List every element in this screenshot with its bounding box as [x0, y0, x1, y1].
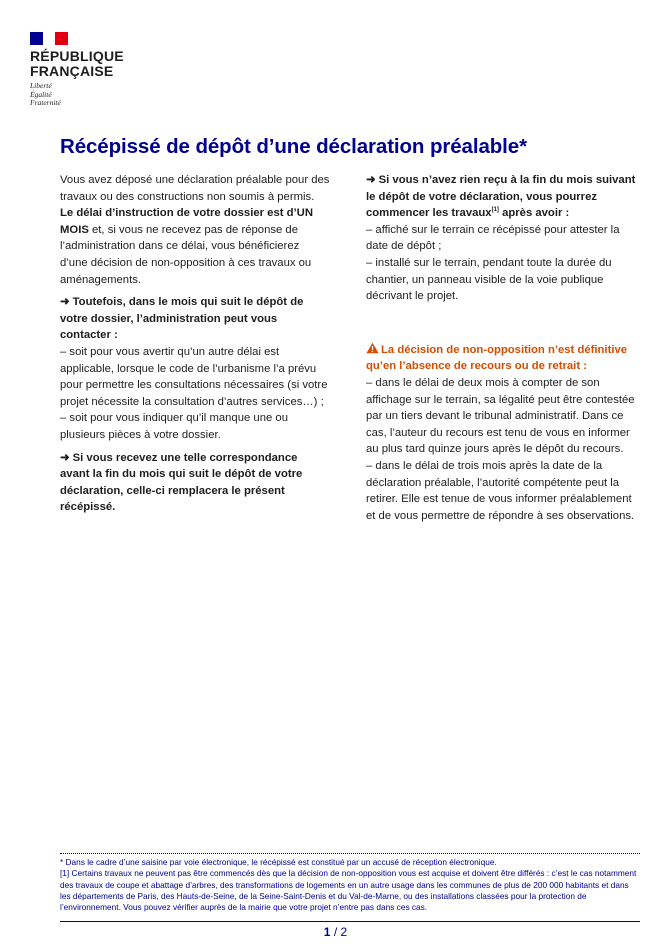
- footer-divider: [60, 921, 640, 922]
- contact-item-1: – soit pour vous avertir qu’un autre délai est applicable, lorsque le code de l’urbanisme l’a prévu pour permettre les consultations nécessaires (si votre projet nécessite la consultation d’autres services…) ;: [60, 345, 328, 408]
- warning-paragraph: [366, 342, 636, 525]
- republic-line-1: RÉPUBLIQUE: [30, 48, 124, 64]
- document-title: Récépissé de dépôt d’une déclaration préalable*: [60, 135, 527, 158]
- french-flag-icon: [30, 32, 68, 45]
- republic-line-2: FRANÇAISE: [30, 63, 114, 79]
- warning-item-2: – dans le délai de trois mois après la date de la déclaration préalable, l’autorité compétente peut la retirer. Elle est tenue de vous informer préalablement et de vous permettre de répondre à ses observations.: [366, 459, 635, 522]
- left-column: [60, 172, 330, 522]
- arrow-right-icon: ➜: [60, 296, 70, 309]
- warning-item-1: – dans le délai de deux mois à compter de son affichage sur le terrain, sa légalité peut être contestée par un tiers devant le tribunal administratif. Dans ce cas, l’auteur du recours est tenu de vous en informer au plus tard quinze jours après le dépôt du recours.: [366, 376, 635, 456]
- page-number: 1 / 2: [323, 925, 348, 939]
- republic-name: [30, 49, 124, 79]
- contact-item-2: – soit pour vous indiquer qu’il manque une ou plusieurs pièces à votre dossier.: [60, 412, 288, 441]
- correspondence-paragraph: ➜ Si vous recevez une telle correspondance avant la fin du mois qui suit le dépôt de votre déclaration, celle-ci remplacera le présent récépissé.: [60, 451, 303, 514]
- motto-egalite: Égalité: [30, 89, 52, 99]
- intro-paragraph: Vous avez déposé une déclaration préalable pour des travaux ou des constructions non soumis à permis. Le délai d’instruction de votre dossier est d’UN MOIS et, si vous ne recevez pas de réponse de l’administration dans ce délai, vous bénéficierez d’une décision de non-opposition à ces travaux ou aménagements.: [60, 174, 330, 286]
- condition-item-2: – installé sur le terrain, pendant toute la durée du chantier, un panneau visible de la voie publique décrivant le projet.: [366, 256, 612, 303]
- arrow-right-icon: ➜: [366, 174, 376, 186]
- motto: [30, 82, 124, 108]
- footnotes: [60, 857, 640, 913]
- start-works-paragraph: ➜ Si vous n’avez rien reçu à la fin du mois suivant le dépôt de votre déclaration, vous pourrez commencer les travaux[1] après avoir : – affiché sur le terrain ce récépissé pour attester la date de dépôt ; – installé sur le terrain, pendant toute la durée du chantier, un panneau visible de la voie publique décrivant le projet.: [366, 174, 636, 303]
- contact-paragraph: ➜ Toutefois, dans le mois qui suit le dépôt de votre dossier, l’administration peut vous contacter : – soit pour vous avertir qu’un autre délai est applicable, lorsque le code de l’urbanisme l’a prévu pour permettre les consultations nécessaires (si votre projet nécessite la consultation d’autres services…) ; – soit pour vous indiquer qu’il manque une ou plusieurs pièces à votre dossier.: [60, 296, 328, 441]
- right-column: [366, 172, 636, 530]
- footnote-star: * Dans le cadre d’une saisine par voie électronique, le récépissé est constitué par un accusé de réception électronique.: [60, 857, 497, 867]
- instruction-delay: Le délai d’instruction de votre dossier est d’UN MOIS: [60, 207, 313, 236]
- footnote-ref: [1]: [491, 207, 499, 214]
- condition-item-1: – affiché sur le terrain ce récépissé pour attester la date de dépôt ;: [366, 223, 620, 253]
- footnote-separator: [60, 853, 640, 854]
- footnote-1: [1] Certains travaux ne peuvent pas être commencés dès que la décision de non-opposition vous est acquise et doivent être différés : c’est le cas notamment des travaux de coupe et abattage d’arbres, des transformations de logements en un autre usage dans les communes de plus de 200 000 habitants et dans les départements de Paris, des Hauts-de-Seine, de la Seine-Saint-Denis et du Val-de-Marne, ou des installations classées pour la protection de l’environnement. Vous pouvez vérifier auprès de la mairie que votre projet n’entre pas dans ces cas.: [60, 868, 637, 913]
- warning-heading: La décision de non-opposition n’est définitive qu’en l’absence de recours ou de retrait :: [366, 343, 628, 373]
- motto-fraternite: Fraternité: [30, 98, 61, 107]
- warning-icon: [366, 342, 379, 354]
- arrow-right-icon: ➜: [60, 451, 70, 464]
- motto-liberte: Liberté: [30, 81, 52, 90]
- republique-francaise-logo: [30, 32, 124, 108]
